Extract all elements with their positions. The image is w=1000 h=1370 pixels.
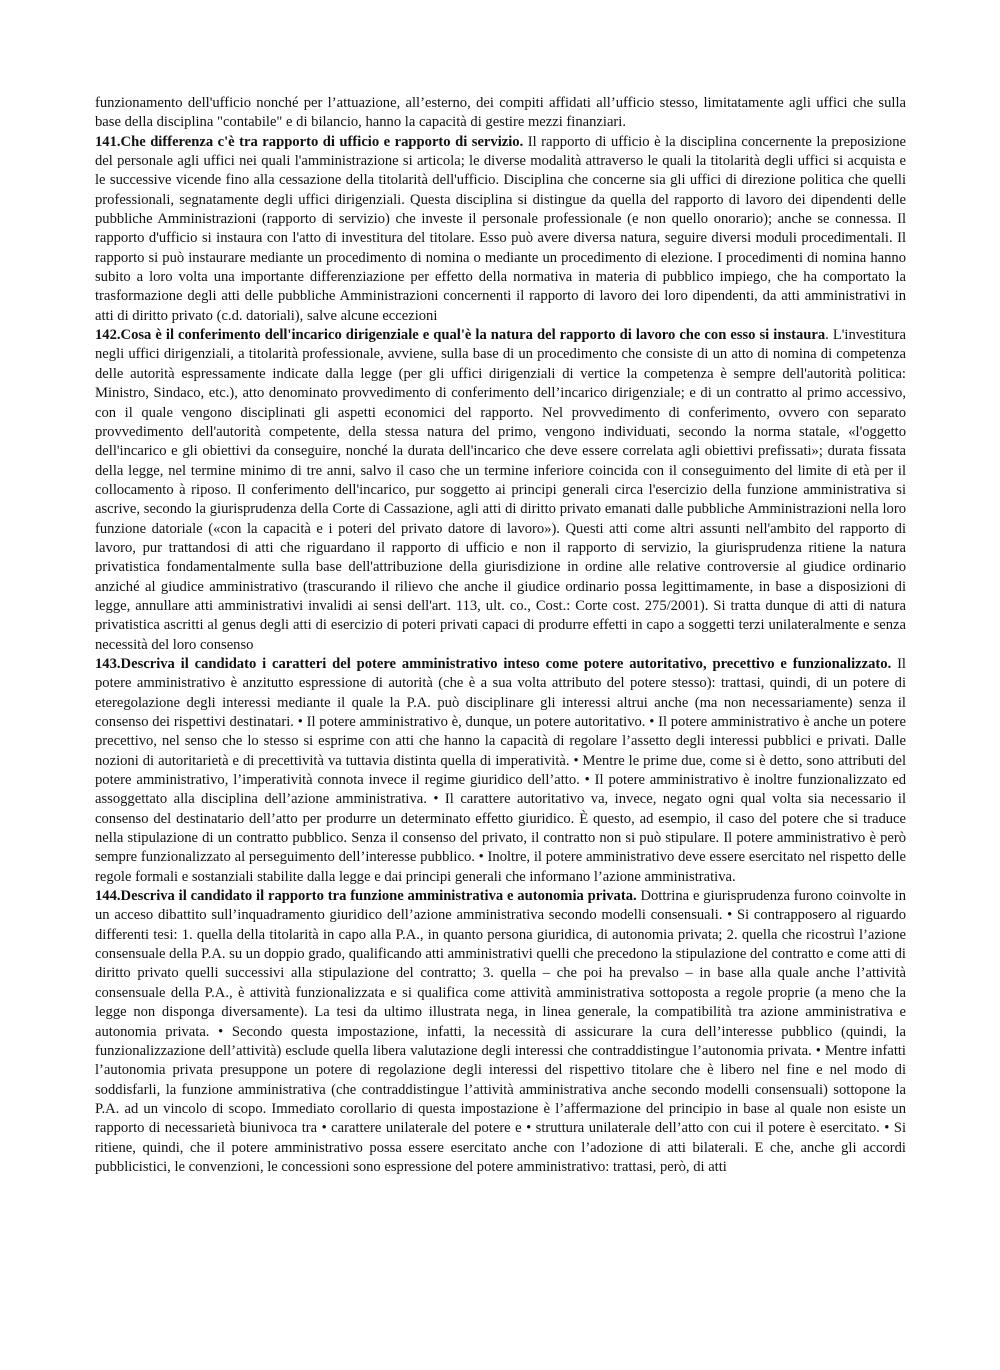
paragraph-continuation bbox=[95, 94, 906, 133]
question-number: 144. bbox=[95, 888, 121, 905]
question-title: Descriva il candidato il rapporto tra funzione amministrativa e autonomia privata. bbox=[120, 888, 637, 905]
question-title: Descriva il candidato i caratteri del potere amministrativo inteso come potere autoritativo, precettivo e funzionalizzato. bbox=[120, 655, 892, 672]
question-title: Che differenza c'è tra rapporto di ufficio e rapporto di servizio. bbox=[120, 133, 524, 150]
paragraph-141 bbox=[95, 133, 906, 326]
paragraph-body: Il rapporto di ufficio è la disciplina concernente la preposizione del personale agli uffici nei quali l'amministrazione si articola; le diverse modalità attraverso le quali la titolarità degli uffici si acquista e le successive vicende fino alla cessazione della titolarità dell'ufficio. Disciplina che concerne sia gli uffici di direzione politica che quelli professionali, segnatamente degli uffici dirigenziali. Questa disciplina si distingue da quella del rapporto di lavoro dei dipendenti delle pubbliche Amministrazioni (rapporto di servizio) che investe il personale professionale (e non quello onorario); anche se connessa. Il rapporto d'ufficio si instaura con l'atto di investitura del titolare. Esso può avere diversa natura, seguire diversi moduli procedimentali. Il rapporto si può instaurare mediante un procedimento di nomina o mediante un procedimento di elezione. I procedimenti di nomina hanno subito a loro volta una importante differenziazione per effetto della normativa in materia di pubblico impiego, che ha comportato la trasformazione degli atti delle pubbliche Amministrazioni concernenti il rapporto di lavoro dei loro dipendenti, da atti amministrativi in atti di diritto privato (c.d. datoriali), salve alcune eccezioni bbox=[95, 133, 906, 324]
paragraph-body: Il potere amministrativo è anzitutto espressione di autorità (che è a sua volta attributo del potere stesso): trattasi, quindi, di un potere di eteregolazione degli interessi mediante il quale la P.A. può disciplinare gli interessi altrui anche (ma non necessariamente) senza il consenso dei rispettivi destinatari. • Il potere amministrativo è, dunque, un potere autoritativo. • Il potere amministrativo è anche un potere precettivo, nel senso che lo stesso si esprime con atti che hanno la capacità di regolare l’assetto degli interessi pubblici e privati. Dalle nozioni di autoritarietà e di precettività va tuttavia distinta quella di imperatività. • Mentre le prime due, come si è detto, sono attributi del potere amministrativo, l’imperatività connota invece il regime giuridico dell’atto. • Il potere amministrativo è inoltre funzionalizzato ed assoggettato alla disciplina dell’azione amministrativa. • Il carattere autoritativo va, invece, negato ogni qual volta sia necessario il consenso del destinatario dell’atto per produrre un determinato effetto giuridico. È questo, ad esempio, il caso del potere che si traduce nella stipulazione di un contratto pubblico. Senza il consenso del privato, il contratto non si può stipulare. Il potere amministrativo è però sempre funzionalizzato al perseguimento dell’interesse pubblico. • Inoltre, il potere amministrativo deve essere esercitato nel rispetto delle regole formali e sostanziali stabilite dalla legge e dai principi generali che informano l’azione amministrativa. bbox=[95, 655, 906, 885]
paragraph-body: funzionamento dell'ufficio nonché per l’attuazione, all’esterno, dei compiti affidati all’ufficio stesso, limitatamente agli uffici che sulla base della disciplina "contabile" e di bilancio, hanno la capacità di gestire mezzi finanziari. bbox=[95, 95, 906, 131]
paragraph-144 bbox=[95, 887, 906, 1177]
document-page bbox=[95, 94, 906, 1177]
paragraph-142 bbox=[95, 326, 906, 655]
paragraph-body: . L'investitura negli uffici dirigenziali, a titolarità professionale, avviene, sulla base di un procedimento che consiste di un atto di nomina di competenza delle autorità espressamente indicate dalla legge (per gli uffici dirigenziali di vertice la competenza è sempre dell'autorità politica: Ministro, Sindaco, etc.), atto denominato provvedimento di conferimento dell’incarico dirigenziale; e di un contratto al primo accessivo, con il quale vengono disciplinati gli aspetti economici del rapporto. Nel provvedimento di conferimento, ovvero con separato provvedimento dell'autorità competente, della stessa natura del primo, vengono individuati, secondo la norma statale, «l'oggetto dell'incarico e gli obiettivi da conseguire, nonché la durata dell'incarico che deve essere correlata agli obiettivi prefissati»; durata fissata della legge, nel termine minimo di tre anni, salvo il caso che un termine inferiore coincida con il conseguimento del limite di età per il collocamento à riposo. Il conferimento dell'incarico, pur soggetto ai principi generali circa l'esercizio della funzione amministrativa si ascrive, secondo la giurisprudenza della Corte di Cassazione, agli atti di diritto privato emanati dalle pubbliche Amministrazioni nella loro funzione datoriale («con la capacità e i poteri del privato datore di lavoro»). Questi atti come altri assunti nell'ambito del rapporto di lavoro, pur trattandosi di atti che riguardano il rapporto di ufficio e non il rapporto di servizio, la giurisprudenza ritiene la natura privatistica fondamentalmente sulla base dell'attribuzione della giurisdizione in ordine alle relative controversie al giudice ordinario anziché al giudice amministrativo (trascurando il rilievo che anche il giudice ordinario possa legittimamente, in base a disposizioni di legge, annullare atti amministrativi invalidi ai sensi dell'art. 113, ult. co., Cost.: Corte cost. 275/2001). Si tratta dunque di atti di natura privatistica ascritti al genus degli atti di esercizio di poteri privati capaci di produrre effetti in capo a soggetti terzi unilateralmente e senza necessità del loro consenso bbox=[95, 327, 906, 653]
paragraph-143 bbox=[95, 655, 906, 887]
question-number: 143. bbox=[95, 655, 121, 672]
question-number: 142. bbox=[95, 327, 121, 344]
question-number: 141. bbox=[95, 133, 121, 150]
paragraph-body: Dottrina e giurisprudenza furono coinvolte in un acceso dibattito sull’inquadramento giuridico dell’azione amministrativa secondo modelli consensuali. • Si contrapposero al riguardo differenti tesi: 1. quella della titolarità in capo alla P.A., in quanto persona giuridica, di autonomia privata; 2. quella che ricostruì l’azione consensuale della P.A. su un doppio grado, qualificando atti amministrativi quelli che precedono la stipulazione del contratto e come atti di diritto privato quelli successivi alla stipulazione del contratto; 3. quella – che poi ha prevalso – in base alla quale anche l’attività consensuale della P.A., è attività funzionalizzata e si qualifica come attività amministrativa sottoposta a regole proprie (a meno che la legge non disponga diversamente). La tesi da ultimo illustrata nega, in linea generale, la compatibilità tra azione amministrativa e autonomia privata. • Secondo questa impostazione, infatti, la necessità di assicurare la cura dell’interesse pubblico (quindi, la funzionalizzazione dell’attività) esclude quella libera valutazione degli interessi che contraddistingue l’autonomia privata. • Mentre infatti l’autonomia privata presuppone un potere di regolazione degli interessi del rispettivo titolare che è libero nel fine e nel modo di soddisfarli, la funzione amministrativa (che contraddistingue l’attività amministrativa anche secondo modelli consensuali) sottopone la P.A. ad un vincolo di scopo. Immediato corollario di questa impostazione è l’affermazione del principio in base al quale non esiste un rapporto di necessarietà biunivoca tra • carattere unilaterale del potere e • struttura unilaterale dell’atto con cui il potere è esercitato. • Si ritiene, quindi, che il potere amministrativo possa essere esercitato anche con l’adozione di atti bilaterali. E che, anche gli accordi pubblicistici, le convenzioni, le concessioni sono espressione del potere amministrativo: trattasi, però, di atti bbox=[95, 888, 906, 1175]
question-title: Cosa è il conferimento dell'incarico dirigenziale e qual'è la natura del rapporto di lavoro che con esso si instaura bbox=[120, 327, 826, 344]
